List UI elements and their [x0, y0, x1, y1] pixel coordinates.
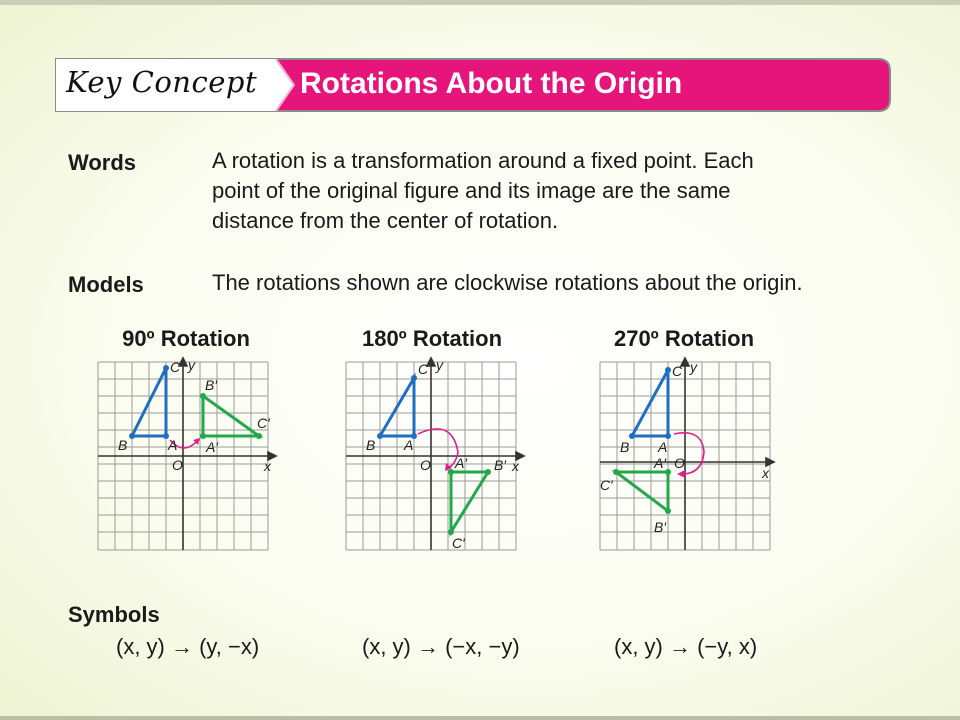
symbol-rule-90: (x, y) → (y, −x): [116, 634, 260, 659]
graph-180-rotation: [342, 356, 532, 556]
label-y: y: [690, 359, 697, 375]
label-B-prime: B′: [494, 457, 506, 473]
label-O: O: [420, 457, 431, 473]
y-axis-arrow-icon: [179, 358, 187, 366]
label-B-prime: B′: [205, 377, 217, 393]
label-A-prime: A′: [455, 455, 467, 471]
model-title-270: 270º Rotation: [613, 326, 755, 351]
graph-90-rotation: [94, 356, 284, 556]
axes: [346, 358, 524, 550]
graph-90-svg: [94, 356, 284, 556]
y-axis-arrow-icon: [427, 358, 435, 366]
label-y: y: [436, 357, 443, 373]
top-border: [0, 0, 960, 5]
graph-270-rotation: [596, 356, 786, 556]
label-B: B: [620, 439, 630, 455]
label-x: x: [264, 458, 271, 474]
rotation-arrow-head-icon: [677, 470, 685, 478]
label-C: C: [418, 361, 429, 377]
label-x: x: [512, 458, 519, 474]
label-x: x: [762, 465, 769, 481]
label-B: B: [118, 437, 128, 453]
label-C-prime: C′: [452, 535, 465, 551]
label-O: O: [172, 457, 183, 473]
graph-180-svg: [342, 356, 532, 556]
models-label: Models: [68, 272, 144, 297]
label-C-prime: C′: [257, 415, 270, 431]
words-line-3: distance from the center of rotation.: [212, 208, 559, 233]
axes: [98, 358, 276, 550]
words-definition: [212, 146, 754, 236]
banner-title: Rotations About the Origin: [300, 67, 683, 100]
symbols-label: Symbols: [68, 602, 160, 627]
label-y: y: [188, 357, 195, 373]
label-B: B: [366, 437, 376, 453]
original-triangle: [632, 370, 668, 436]
words-line-2: point of the original figure and its image are the same: [212, 178, 731, 203]
label-C: C: [170, 359, 181, 375]
banner-key-concept: Key Concept: [66, 65, 258, 99]
symbol-rule-270: (x, y) → (−y, x): [614, 634, 758, 659]
symbol-rule-180: (x, y) → (−x, −y): [362, 634, 520, 659]
key-concept-banner: [54, 57, 892, 113]
label-A: A: [404, 437, 414, 453]
bottom-border: [0, 716, 960, 720]
label-A-prime: A′: [654, 455, 666, 471]
models-text: The rotations shown are clockwise rotations about the origin.: [212, 270, 803, 295]
words-line-1: A rotation is a transformation around a fixed point. Each: [212, 148, 754, 173]
label-A: A: [658, 439, 668, 455]
model-title-180: 180º Rotation: [361, 326, 503, 351]
image-triangle: [616, 472, 668, 511]
label-O: O: [674, 455, 685, 471]
model-title-90: 90º Rotation: [122, 326, 250, 351]
label-A-prime: A′: [206, 439, 218, 455]
label-C: C: [672, 363, 683, 379]
graph-270-svg: [596, 356, 786, 556]
label-A: A: [168, 437, 178, 453]
label-B-prime: B′: [654, 519, 666, 535]
words-label: Words: [68, 150, 137, 175]
y-axis-arrow-icon: [681, 358, 689, 366]
label-C-prime: C′: [600, 477, 613, 493]
